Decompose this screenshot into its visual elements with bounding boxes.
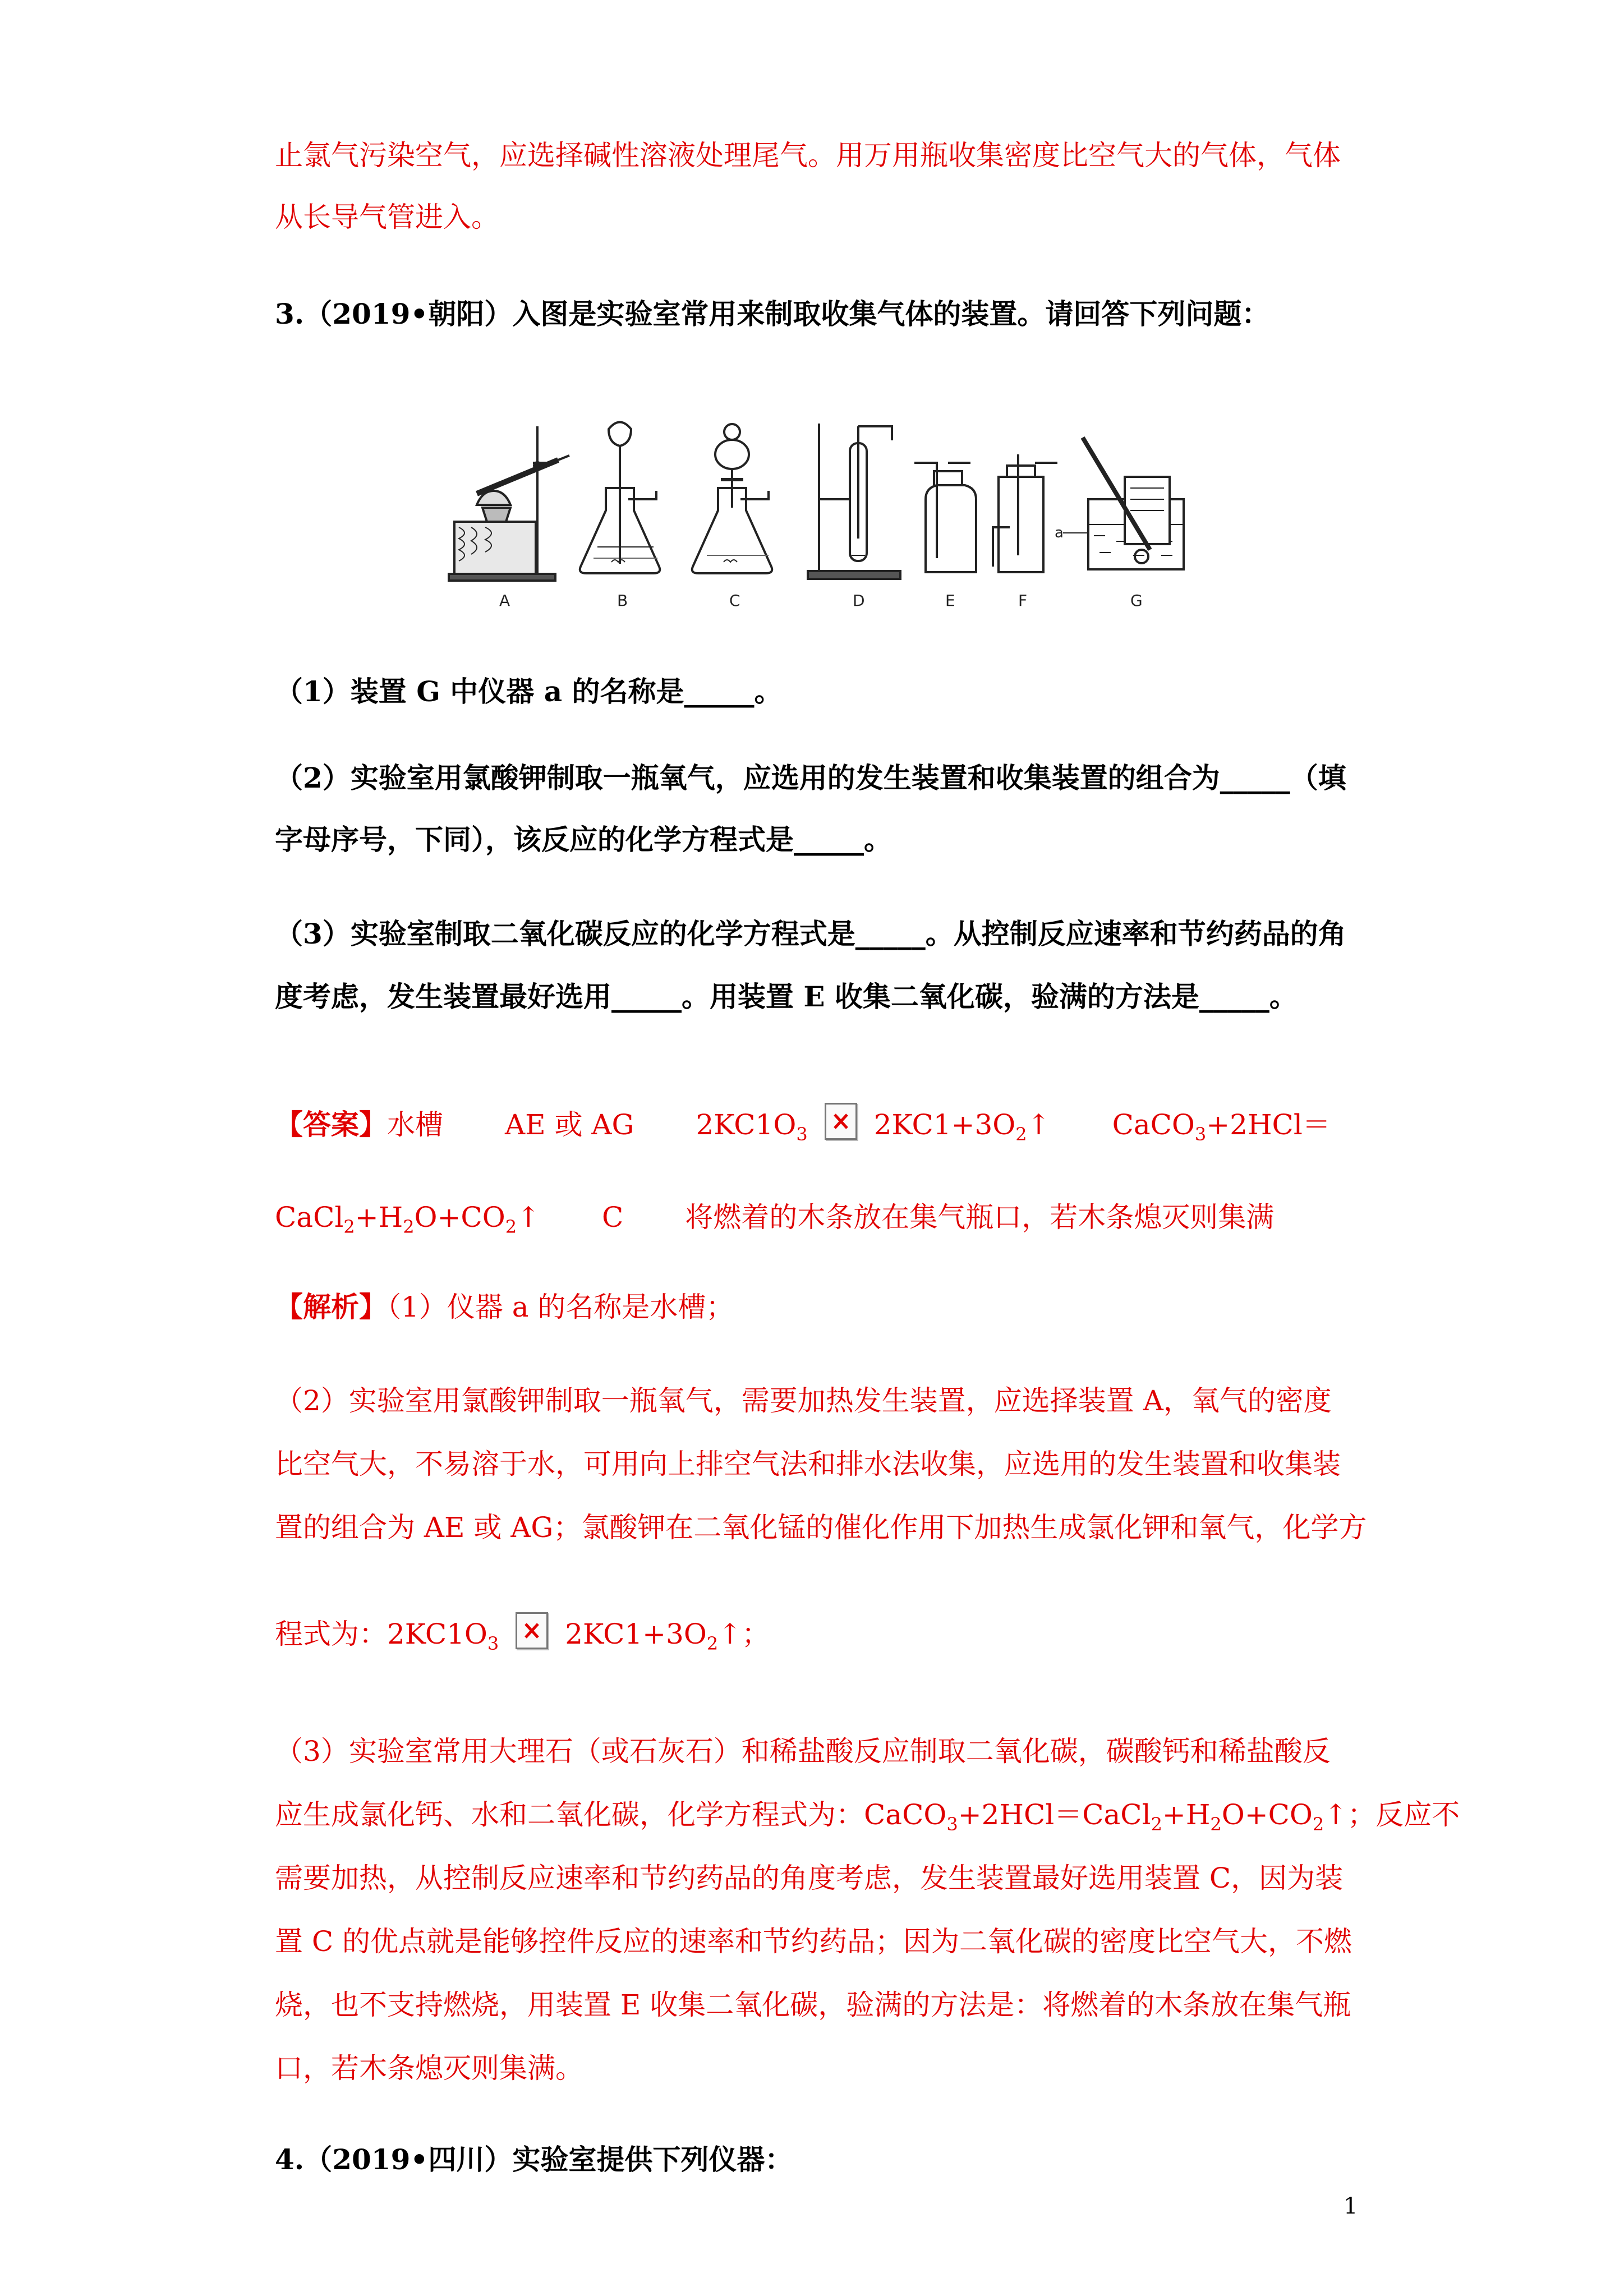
analysis-p3-l2-e: ↑；反应不 (1324, 1798, 1460, 1831)
apparatus-a-label: a (1055, 524, 1064, 541)
intro-line-2: 从长导气管进入。 (275, 201, 499, 233)
answer-eq2-sub-4: 2 (505, 1216, 517, 1237)
analysis-p3-l2-a: 应生成氯化钙、水和二氧化碳，化学方程式为：CaCO (275, 1798, 947, 1831)
answer-5: 将燃着的木条放在集气瓶口，若木条熄灭则集满 (685, 1201, 1275, 1234)
answer-eq2-sub-2: 2 (343, 1216, 355, 1237)
analysis-p3-line-6: 口，若木条熄灭则集满。 (275, 2052, 583, 2085)
answer-eq1-right-sub: 2 (1015, 1124, 1027, 1145)
analysis-p1: （1）仪器 a 的名称是水槽； (387, 1291, 734, 1323)
question-3-sub-2-line-1: （2）实验室用氯酸钾制取一瓶氧气，应选用的发生装置和收集装置的组合为_____（填 (275, 761, 1346, 794)
apparatus-label-f: F (1018, 591, 1028, 609)
answer-line-1 (275, 1105, 1363, 1145)
analysis-p3-l2-s1: 3 (946, 1814, 958, 1835)
question-3-sub-3-line-1: （3）实验室制取二氧化碳反应的化学方程式是_____。从控制反应速率和节约药品的角 (275, 917, 1346, 950)
analysis-p2-line-3: 置的组合为 AE 或 AG；氯酸钾在二氧化锰的催化作用下加热生成氯化钾和氧气，化学方 (275, 1511, 1367, 1544)
intro-line-1: 止氯气污染空气，应选择碱性溶液处理尾气。用万用瓶收集密度比空气大的气体，气体 (275, 139, 1341, 172)
analysis-p2-line-1: （2）实验室用氯酸钾制取一瓶氧气，需要加热发生装置，应选择装置 A，氧气的密度 (275, 1384, 1332, 1417)
apparatus-label-a: A (499, 591, 510, 609)
answer-eq1-right: 2KC1+3O (873, 1108, 1016, 1141)
analysis-p2-line-2: 比空气大，不易溶于水，可用向上排空气法和排水法收集，应选用的发生装置和收集装 (275, 1448, 1341, 1480)
answer-eq2-arrow: ↑ (517, 1201, 540, 1234)
analysis-p3-line-1: （3）实验室常用大理石（或石灰石）和稀盐酸反应制取二氧化碳，碳酸钙和稀盐酸反 (275, 1735, 1331, 1768)
answer-label: 【答案】 (275, 1108, 387, 1141)
analysis-p2-prefix: 程式为： (275, 1618, 387, 1650)
question-3-sub-3-line-2: 度考虑，发生装置最好选用_____。用装置 E 收集二氧化碳，验满的方法是_____。 (275, 980, 1298, 1013)
analysis-label: 【解析】 (275, 1290, 387, 1323)
answer-eq1-arrow: ↑ (1027, 1108, 1051, 1141)
answer-eq1-left: 2KC1O (696, 1108, 797, 1141)
answer-4: C (601, 1201, 624, 1234)
apparatus-label-b: B (617, 591, 628, 609)
analysis-eq-left-sub: 3 (487, 1633, 499, 1654)
analysis-p3-line-3: 需要加热，从控制反应速率和节约药品的角度考虑，发生装置最好选用装置 C，因为装 (275, 1862, 1344, 1894)
answer-eq2-part-2: +2HCl＝ (1206, 1108, 1331, 1141)
apparatus-a (449, 426, 569, 581)
answer-eq2-sub-3: 2 (403, 1216, 415, 1237)
analysis-p3-line-4: 置 C 的优点就是能够控件反应的速率和节约药品；因为二氧化碳的密度比空气大，不燃 (275, 1925, 1352, 1958)
apparatus-label-g: G (1130, 591, 1143, 609)
analysis-eq-left: 2KC1O (387, 1618, 487, 1650)
analysis-p3-l2-s2: 2 (1151, 1814, 1162, 1835)
answer-2: AE 或 AG (505, 1108, 634, 1141)
broken-image-icon (825, 1103, 857, 1140)
page-number: 1 (1344, 2193, 1358, 2219)
analysis-p3-l2-d: O+CO (1221, 1798, 1313, 1831)
analysis-line-1 (275, 1287, 1363, 1327)
apparatus-label-d: D (853, 591, 865, 609)
broken-image-icon (516, 1612, 548, 1649)
analysis-p3-l2-c: +H (1162, 1798, 1211, 1831)
analysis-p3-line-2 (275, 1795, 1460, 1835)
apparatus-c (692, 424, 772, 573)
analysis-eq-right: 2KC1+3O (565, 1618, 707, 1650)
answer-eq2-part-5: O+CO (414, 1201, 505, 1234)
apparatus-figure (443, 415, 1195, 609)
answer-1: 水槽 (387, 1108, 443, 1141)
question-3-stem: 3.（2019•朝阳）入图是实验室常用来制取收集气体的装置。请回答下列问题： (275, 297, 1270, 330)
answer-eq2-part-3: CaCl (275, 1201, 344, 1234)
answer-eq1-left-sub: 3 (796, 1124, 808, 1145)
analysis-p3-l2-b: +2HCl＝CaCl (958, 1798, 1151, 1831)
analysis-p2-line-4 (275, 1614, 1363, 1655)
answer-eq2-sub-1: 3 (1194, 1124, 1207, 1145)
analysis-p3-l2-s4: 2 (1312, 1814, 1324, 1835)
apparatus-label-c: C (729, 591, 740, 609)
analysis-p3-l2-s3: 2 (1210, 1814, 1222, 1835)
answer-eq2-part-4: +H (355, 1201, 403, 1234)
apparatus-b (580, 422, 660, 574)
apparatus-e (914, 463, 976, 572)
apparatus-g (1055, 438, 1184, 569)
answer-line-2 (275, 1198, 1363, 1237)
apparatus-f (993, 454, 1057, 572)
analysis-eq-right-sub: 2 (706, 1633, 719, 1654)
apparatus-label-e: E (945, 591, 955, 609)
apparatus-d (808, 424, 900, 579)
analysis-eq-tail: ↑； (718, 1618, 770, 1650)
question-3-sub-2-line-2: 字母序号，下同），该反应的化学方程式是_____。 (275, 823, 892, 856)
question-4-stem: 4.（2019•四川）实验室提供下列仪器： (275, 2143, 793, 2176)
answer-eq2-part-1: CaCO (1112, 1108, 1195, 1141)
question-3-sub-1: （1）装置 G 中仪器 a 的名称是_____。 (275, 675, 783, 708)
analysis-p3-line-5: 烧，也不支持燃烧，用装置 E 收集二氧化碳，验满的方法是：将燃着的木条放在集气瓶 (275, 1989, 1351, 2021)
